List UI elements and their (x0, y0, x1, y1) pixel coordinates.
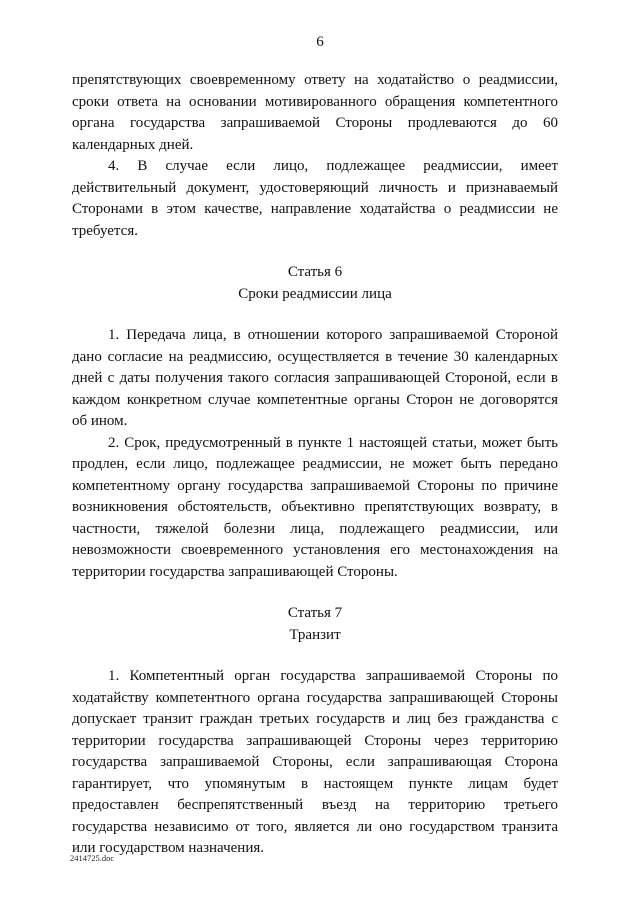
spacer (72, 646, 558, 666)
article-7-paragraph-1: 1. Компетентный орган государства запрашиваемой Стороны по ходатайству компетентного органа государства запрашивающей Стороны допускает транзит граждан третьих государств и лиц без гражданства с территории государства запрашивающей Стороны через территорию государства запрашиваемой Стороны, если запрашивающая Сторона гарантирует, что упомянутым в настоящем пункте лицам будет предоставлен беспрепятственный въезд на территорию третьего государства независимо от того, является ли оно государством транзита или государством назначения. (72, 668, 558, 856)
article-6-paragraph-2: 2. Срок, предусмотренный в пункте 1 настоящей статьи, может быть продлен, если лицо, подлежащее реадмиссии, не может быть передано компетентному органу государства запрашиваемой Стороны по причине возникновения обстоятельств, объективно препятствующих возврату, в частности, тяжелой болезни лица, подлежащего реадмиссии, или невозможности своевременного установления его местонахождения на территории государства запрашивающей Стороны. (72, 434, 558, 580)
article-6-title: Сроки реадмиссии лица (238, 285, 392, 302)
article-6-number: Статья 6 (287, 264, 343, 280)
paragraph-continuation: препятствующих своевременному ответу на ходатайство о реадмиссии, сроки ответа на основании мотивированного обращения компетентного органа государства запрашиваемой Стороны продлеваются до 60 календарных дней. (72, 72, 558, 153)
article-6-paragraph-1: 1. Передача лица, в отношении которого запрашиваемой Стороной дано согласие на реадмиссию, осуществляется в течение 30 календарных дней с даты получения такого согласия запрашивающей Стороной, если в каждом конкретном случае компетентные органы Сторон не договорятся об ином. (72, 327, 558, 429)
article-7-number: Статья 7 (287, 605, 343, 621)
document-body (72, 70, 558, 860)
spacer (72, 305, 558, 325)
page-number: 6 (316, 34, 324, 50)
paragraph-item-4: 4. В случае если лицо, подлежащее реадмиссии, имеет действительный документ, удостоверяющий личность и признаваемый Сторонами в этом качестве, направление ходатайства о реадмиссии не требуется. (72, 158, 558, 239)
spacer (72, 242, 558, 262)
article-7-title: Транзит (289, 626, 341, 643)
spacer (72, 583, 558, 603)
footer-filename: 2414725.doc (70, 853, 115, 863)
